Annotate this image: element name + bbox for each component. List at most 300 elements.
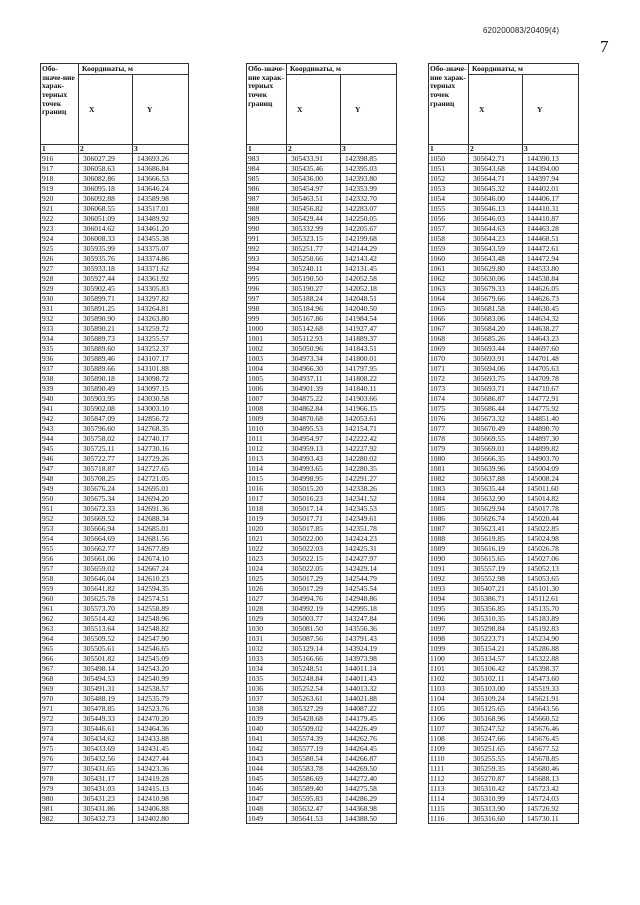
table-row [247,624,397,634]
column-number: 2 [287,145,341,154]
x-value: 305903.95 [79,394,133,404]
point-id: 1032 [247,644,287,654]
table-row [41,274,189,284]
x-value: 305623.41 [469,524,523,534]
point-id: 1054 [429,194,469,204]
x-value: 305429.44 [287,214,341,224]
y-value: 145027.06 [523,554,579,564]
table-row [41,744,189,754]
point-id: 994 [247,264,287,274]
x-value: 304993.43 [287,454,341,464]
table-row [429,314,579,324]
point-id: 1064 [429,294,469,304]
y-value: 142727.65 [133,464,189,474]
point-id: 967 [41,664,79,674]
table-row [41,604,189,614]
table-row [41,294,189,304]
point-id: 1020 [247,524,287,534]
point-id: 932 [41,314,79,324]
point-id: 1029 [247,614,287,624]
table-row [429,794,579,804]
table-row [247,374,397,384]
x-value: 305632.90 [469,494,523,504]
y-value: 143101.88 [133,364,189,374]
table-row [429,594,579,604]
table-row [41,284,189,294]
y-value: 143556.36 [341,624,397,634]
point-id: 1097 [429,624,469,634]
y-value: 142547.90 [133,634,189,644]
point-id: 922 [41,214,79,224]
point-id: 981 [41,804,79,814]
table-row [247,304,397,314]
point-id: 1083 [429,484,469,494]
y-value: 143305.83 [133,284,189,294]
x-value: 305643.68 [469,164,523,174]
y-value: 144697.60 [523,344,579,354]
table-row [247,164,397,174]
y-value: 144538.84 [523,274,579,284]
point-id: 951 [41,504,79,514]
y-value: 144709.78 [523,374,579,384]
x-value: 305017.14 [287,504,341,514]
point-id: 1070 [429,354,469,364]
table-row [41,254,189,264]
table-row [247,444,397,454]
point-id: 1109 [429,744,469,754]
x-value: 305902.08 [79,404,133,414]
point-id: 1006 [247,384,287,394]
table-row [429,334,579,344]
point-id: 946 [41,454,79,464]
x-value: 304973.34 [287,354,341,364]
y-value: 144013.32 [341,684,397,694]
x-value: 305635.44 [469,484,523,494]
point-id: 1090 [429,554,469,564]
x-value: 305407.21 [469,584,523,594]
y-value: 143371.62 [133,264,189,274]
table-row [41,204,189,214]
x-value: 305432.73 [79,814,133,824]
y-value: 143374.86 [133,254,189,264]
x-value: 305316.60 [469,814,523,824]
y-value: 142341.52 [341,494,397,504]
table-row [247,754,397,764]
x-value: 305166.66 [287,654,341,664]
x-value: 305252.54 [287,684,341,694]
point-id: 1086 [429,514,469,524]
y-value: 142545.09 [133,654,189,664]
x-value: 304895.53 [287,424,341,434]
y-value: 144705.63 [523,364,579,374]
point-id: 1036 [247,684,287,694]
y-value: 142406.88 [133,804,189,814]
point-id: 936 [41,354,79,364]
column-number-row [41,145,189,154]
x-value: 304875.22 [287,394,341,404]
x-value: 305087.56 [287,634,341,644]
x-value: 305050.96 [287,344,341,354]
point-id: 1021 [247,534,287,544]
point-id: 978 [41,774,79,784]
point-id: 1008 [247,404,287,414]
table-row [41,574,189,584]
table-row [247,404,397,414]
point-id: 1039 [247,714,287,724]
table-row [41,434,189,444]
x-value: 305016.23 [287,494,341,504]
table-row [429,804,579,814]
x-value: 305248.84 [287,674,341,684]
y-value: 144533.80 [523,264,579,274]
y-value: 144226.49 [341,724,397,734]
x-value: 306014.62 [79,224,133,234]
x-value: 305017.29 [287,574,341,584]
table-row [247,194,397,204]
y-value: 143263.80 [133,314,189,324]
point-id: 1015 [247,474,287,484]
point-id: 1102 [429,674,469,684]
table-row [429,554,579,564]
x-value: 305889.73 [79,334,133,344]
table-row [247,334,397,344]
y-value: 142535.79 [133,694,189,704]
x-value: 305435.46 [287,164,341,174]
point-id: 1010 [247,424,287,434]
x-value: 305446.61 [79,724,133,734]
x-value: 305167.86 [287,314,341,324]
table-row [41,484,189,494]
table-row [429,814,579,824]
table-row [429,324,579,334]
y-value: 143517.01 [133,204,189,214]
table-row [247,634,397,644]
point-id: 1091 [429,564,469,574]
x-value: 305669.01 [469,444,523,454]
table-row [429,474,579,484]
y-value: 141927.47 [341,324,397,334]
point-id: 927 [41,264,79,274]
point-id: 937 [41,364,79,374]
x-value: 305630.06 [469,274,523,284]
x-value: 305433.69 [79,744,133,754]
table-row [429,524,579,534]
table-row [41,234,189,244]
x-value: 305722.77 [79,454,133,464]
table-row [429,454,579,464]
point-id: 1026 [247,584,287,594]
x-value: 305431.03 [79,784,133,794]
y-value: 145026.78 [523,544,579,554]
table-row [247,354,397,364]
x-value: 305796.60 [79,424,133,434]
table-row [41,194,189,204]
point-id: 1042 [247,744,287,754]
x-value: 305313.90 [469,804,523,814]
x-value: 305432.56 [79,754,133,764]
point-id: 1031 [247,634,287,644]
column-number: 3 [523,145,579,154]
table-row [247,494,397,504]
x-value: 305574.39 [287,734,341,744]
x-value: 305632.47 [287,804,341,814]
table-row [429,714,579,724]
table-row [429,654,579,664]
point-id: 1017 [247,494,287,504]
point-id: 955 [41,544,79,554]
table-row [41,444,189,454]
y-value: 142667.24 [133,564,189,574]
x-value: 305629.94 [469,504,523,514]
x-value: 305669.55 [469,434,523,444]
column-number-row [247,145,397,154]
table-row [41,384,189,394]
x-value: 305223.71 [469,634,523,644]
y-value: 142419.28 [133,774,189,784]
table-row [41,694,189,704]
coordinates-table-3 [428,63,579,824]
y-value: 145052.13 [523,564,579,574]
point-id: 1047 [247,794,287,804]
x-value: 305501.82 [79,654,133,664]
y-value: 145676.45 [523,734,579,744]
y-value: 142393.80 [341,174,397,184]
point-id: 971 [41,704,79,714]
y-value: 144630.45 [523,304,579,314]
y-value: 145101.30 [523,584,579,594]
point-id: 975 [41,744,79,754]
x-value: 305673.32 [469,414,523,424]
y-value: 145004.09 [523,464,579,474]
table-row [41,364,189,374]
x-value: 305248.51 [287,664,341,674]
point-id: 992 [247,244,287,254]
point-id: 928 [41,274,79,284]
table-row [247,544,397,554]
point-id: 1081 [429,464,469,474]
point-id: 988 [247,204,287,214]
x-value: 305625.78 [79,594,133,604]
y-value: 144266.87 [341,754,397,764]
point-id: 1019 [247,514,287,524]
point-id: 919 [41,184,79,194]
table-row [429,484,579,494]
x-value: 305683.06 [469,314,523,324]
x-value: 305686.87 [469,394,523,404]
y-value: 145473.60 [523,674,579,684]
y-value: 142395.03 [341,164,397,174]
point-id: 1022 [247,544,287,554]
coordinates-header: Координаты, м [287,64,397,75]
x-value: 305694.06 [469,364,523,374]
x-value: 305022.15 [287,554,341,564]
point-id: 1033 [247,654,287,664]
table-row [429,424,579,434]
table-row [41,664,189,674]
table-row [247,214,397,224]
x-value: 305639.96 [469,464,523,474]
x-value: 305017.71 [287,514,341,524]
point-id: 986 [247,184,287,194]
x-value: 304870.68 [287,414,341,424]
x-value: 305645.32 [469,184,523,194]
point-id: 1101 [429,664,469,674]
table-row [41,704,189,714]
x-value: 305505.61 [79,644,133,654]
table-row [429,514,579,524]
point-id: 966 [41,654,79,664]
point-id: 982 [41,814,79,824]
y-value: 142351.78 [341,524,397,534]
x-value: 305081.50 [287,624,341,634]
column-number: 1 [429,145,469,154]
point-id: 1014 [247,464,287,474]
x-value: 304954.97 [287,434,341,444]
y-value: 145680.46 [523,764,579,774]
point-id: 970 [41,694,79,704]
point-id: 1053 [429,184,469,194]
y-value: 143003.10 [133,404,189,414]
y-value: 145183.89 [523,614,579,624]
x-value: 305129.14 [287,644,341,654]
table-row [247,204,397,214]
point-id: 968 [41,674,79,684]
point-id: 941 [41,404,79,414]
x-value: 305498.14 [79,664,133,674]
point-id: 1023 [247,554,287,564]
x-value: 305646.00 [469,194,523,204]
point-id: 979 [41,784,79,794]
y-value: 143489.92 [133,214,189,224]
point-id: 1104 [429,694,469,704]
x-value: 305644.23 [469,234,523,244]
x-value: 305679.33 [469,284,523,294]
x-value: 305456.82 [287,204,341,214]
point-id: 962 [41,614,79,624]
point-id: 1096 [429,614,469,624]
table-row [429,224,579,234]
point-id: 983 [247,154,287,164]
y-value: 144406.17 [523,194,579,204]
x-value: 305684.20 [469,324,523,334]
point-id: 1004 [247,364,287,374]
table-row [247,604,397,614]
point-id: 961 [41,604,79,614]
point-id: 1103 [429,684,469,694]
point-id: 1046 [247,784,287,794]
y-value: 142429.14 [341,564,397,574]
y-value: 145621.91 [523,694,579,704]
point-id: 998 [247,304,287,314]
point-id: 984 [247,164,287,174]
table-row [247,794,397,804]
table-row [41,324,189,334]
y-value: 144643.23 [523,334,579,344]
x-value: 305112.93 [287,334,341,344]
x-value: 304966.30 [287,364,341,374]
table-row [41,674,189,684]
y-value: 145660.52 [523,714,579,724]
table-row [247,734,397,744]
table-row [429,634,579,644]
y-value: 142574.51 [133,594,189,604]
y-value: 143107.17 [133,354,189,364]
table-row [247,514,397,524]
x-value: 305641.82 [79,584,133,594]
x-value: 305428.68 [287,714,341,724]
x-value: 305619.85 [469,534,523,544]
point-id: 1062 [429,274,469,284]
point-id: 1076 [429,414,469,424]
table-row [247,384,397,394]
table-row [41,374,189,384]
table-row [429,764,579,774]
table-row [247,674,397,684]
x-value: 305890.21 [79,324,133,334]
y-value: 144472.61 [523,244,579,254]
table-row [429,784,579,794]
y-value: 143686.84 [133,164,189,174]
point-id: 974 [41,734,79,744]
point-id: 1025 [247,574,287,584]
x-value: 304901.39 [287,384,341,394]
point-id: 957 [41,564,79,574]
point-id: 1114 [429,794,469,804]
x-value: 305250.66 [287,254,341,264]
point-id: 1057 [429,224,469,234]
y-value: 145723.42 [523,784,579,794]
y-value: 144272.40 [341,774,397,784]
y-value: 142694.20 [133,494,189,504]
point-id: 1072 [429,374,469,384]
column-number: 2 [469,145,523,154]
point-id: 1016 [247,484,287,494]
y-value: 144468.51 [523,234,579,244]
column-number-row [429,145,579,154]
y-value: 142345.53 [341,504,397,514]
point-id: 1075 [429,404,469,414]
document-id: 620200083/20409(4) [483,26,560,35]
table-row [41,174,189,184]
y-value: 141889.37 [341,334,397,344]
point-id: 1012 [247,444,287,454]
table-row [429,364,579,374]
x-value: 305154.21 [469,644,523,654]
table-row [247,594,397,604]
y-value: 142740.17 [133,434,189,444]
y-value: 142410.98 [133,794,189,804]
table-row [41,784,189,794]
x-value: 305509.52 [79,634,133,644]
table-row [41,244,189,254]
x-value: 305693.91 [469,354,523,364]
table-row [429,374,579,384]
x-value: 305431.17 [79,774,133,784]
table-row [429,304,579,314]
y-value: 142691.36 [133,504,189,514]
table-row [247,254,397,264]
x-value: 305670.49 [469,424,523,434]
y-value: 142332.70 [341,194,397,204]
x-value: 305509.02 [287,724,341,734]
point-id: 1113 [429,784,469,794]
point-id: 1092 [429,574,469,584]
table-row [429,534,579,544]
point-id: 930 [41,294,79,304]
x-value: 305184.96 [287,304,341,314]
point-id: 943 [41,424,79,434]
table-row [247,534,397,544]
